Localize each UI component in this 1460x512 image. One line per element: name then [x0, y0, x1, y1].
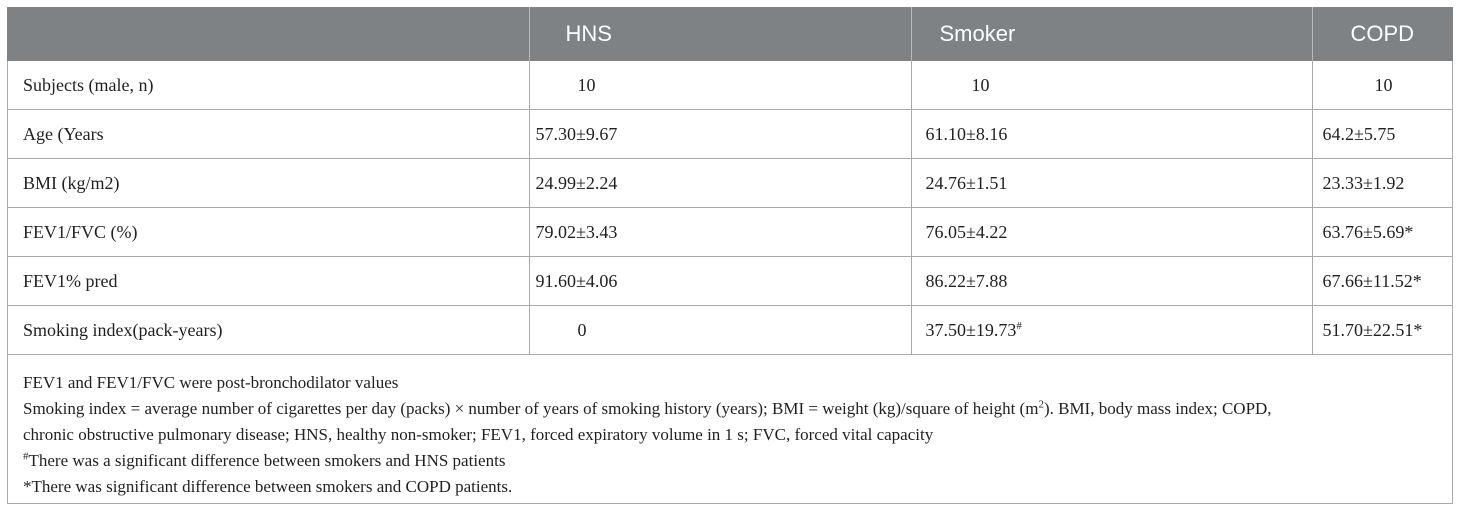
table-row — [7, 208, 1453, 257]
footnote-line — [23, 448, 1443, 474]
data-table — [7, 7, 1453, 355]
header-row — [7, 7, 1453, 61]
row-label: BMI (kg/m2) — [7, 159, 529, 208]
header-blank — [7, 7, 529, 61]
footnote-line — [23, 396, 1443, 422]
cell-hns: 24.99±2.24 — [529, 159, 911, 208]
cell-copd: 23.33±1.92 — [1312, 159, 1453, 208]
superscript: 2 — [1038, 398, 1044, 411]
cell-hns: 79.02±3.43 — [529, 208, 911, 257]
hash-marker: # — [1016, 319, 1022, 332]
cell-smoker: 61.10±8.16 — [911, 110, 1312, 159]
row-label: FEV1% pred — [7, 257, 529, 306]
cell-smoker: 76.05±4.22 — [911, 208, 1312, 257]
table-row — [7, 257, 1453, 306]
footnote-line: chronic obstructive pulmonary disease; HNS, healthy non-smoker; FEV1, forced expiratory volume in 1 s; FVC, forced vital capacity — [23, 425, 934, 444]
cell-copd: 63.76±5.69* — [1312, 208, 1453, 257]
footnote-text: There was a significant difference between smokers and HNS patients — [28, 451, 506, 470]
row-label: Smoking index(pack-years) — [7, 306, 529, 355]
cell-smoker-value: 37.50±19.73 — [925, 319, 1017, 340]
cell-copd: 67.66±11.52* — [1312, 257, 1453, 306]
footnotes — [23, 370, 1443, 500]
cell-smoker: 86.22±7.88 — [911, 257, 1312, 306]
footnote-text: ). BMI, body mass index; COPD, — [1043, 399, 1272, 418]
hash-marker: # — [23, 450, 29, 463]
cell-hns: 91.60±4.06 — [529, 257, 911, 306]
footnote-line: FEV1 and FEV1/FVC were post-bronchodilator values — [23, 373, 399, 392]
footnote-line: *There was significant difference between smokers and COPD patients. — [23, 477, 513, 496]
cell-hns: 10 — [529, 61, 911, 110]
row-label: Age (Years — [7, 110, 529, 159]
table-row — [7, 306, 1453, 355]
cell-hns: 0 — [529, 306, 911, 355]
table-row — [7, 61, 1453, 110]
cell-smoker: 24.76±1.51 — [911, 159, 1312, 208]
cell-copd: 64.2±5.75 — [1312, 110, 1453, 159]
header-hns: HNS — [529, 7, 911, 61]
cell-smoker — [911, 306, 1312, 355]
row-label: FEV1/FVC (%) — [7, 208, 529, 257]
header-copd: COPD — [1312, 7, 1453, 61]
row-label: Subjects (male, n) — [7, 61, 529, 110]
footnote-text: Smoking index = average number of cigarettes per day (packs) × number of years of smoking history (years); BMI = weight (kg)/square of height (m — [23, 399, 1039, 418]
table-row — [7, 110, 1453, 159]
cell-smoker: 10 — [911, 61, 1312, 110]
table-row — [7, 159, 1453, 208]
cell-copd: 51.70±22.51* — [1312, 306, 1453, 355]
cell-copd: 10 — [1312, 61, 1453, 110]
cell-hns: 57.30±9.67 — [529, 110, 911, 159]
header-smoker: Smoker — [911, 7, 1312, 61]
